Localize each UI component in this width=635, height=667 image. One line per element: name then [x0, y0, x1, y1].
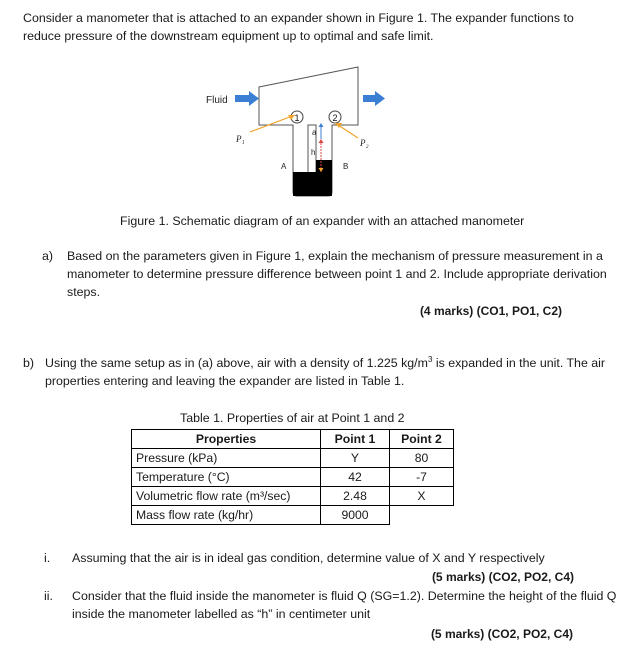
- table-row: [132, 468, 454, 487]
- table-cell: 2.48: [321, 487, 390, 506]
- expander-diagram: [195, 60, 425, 210]
- h-label: h: [311, 148, 316, 157]
- table-row: [132, 449, 454, 468]
- outlet-arrow-icon: [363, 91, 385, 106]
- p1-label: P₁: [236, 134, 245, 144]
- point-2-label: 2: [332, 113, 338, 123]
- inlet-arrow-icon: [235, 91, 259, 106]
- a-label: a: [312, 128, 317, 137]
- table-cell: X: [390, 487, 454, 506]
- p2-label: P₂: [360, 138, 369, 148]
- fluid-label: Fluid: [206, 95, 228, 106]
- point-1-label: 1: [294, 113, 300, 123]
- intro-paragraph: Consider a manometer that is attached to an expander shown in Figure 1. The expander functions to reduce pressure of the downstream equipment up to optimal and safe limit.: [23, 11, 574, 43]
- properties-table: [131, 429, 454, 525]
- question-ii-text: Consider that the fluid inside the manometer is fluid Q (SG=1.2). Determine the height of the fluid Q inside the manometer labelled as “h” in centimeter unit: [72, 589, 617, 621]
- question-a-label: a): [42, 249, 54, 263]
- table-cell: Temperature (°C): [132, 468, 321, 487]
- table-cell: 42: [321, 468, 390, 487]
- header-point1: Point 1: [321, 430, 390, 449]
- expander-figure: [195, 60, 425, 210]
- question-b-sup: 3: [427, 354, 433, 364]
- table-caption: Table 1. Properties of air at Point 1 and 2: [180, 411, 405, 425]
- table-cell: Mass flow rate (kg/hr): [132, 506, 321, 525]
- question-b-text-part1: Using the same setup as in (a) above, air with a density of 1.225 kg/m: [45, 356, 428, 370]
- table-cell: Pressure (kPa): [132, 449, 321, 468]
- header-properties: Properties: [132, 430, 321, 449]
- table-cell-empty: [390, 506, 454, 525]
- question-ii-label: ii.: [44, 589, 53, 603]
- a-point-label: A: [281, 162, 287, 171]
- question-a-text: Based on the parameters given in Figure 1, explain the mechanism of pressure measurement in a manometer to determine pressure difference between point 1 and 2. Include appropriate derivation steps.: [67, 249, 607, 299]
- b-point-label: B: [343, 162, 349, 171]
- question-ii-marks: (5 marks) (CO2, PO2, C4): [430, 627, 573, 641]
- question-b-text: [45, 354, 615, 390]
- table-cell: -7: [390, 468, 454, 487]
- table-header-row: [132, 430, 454, 449]
- table-cell: 80: [390, 449, 454, 468]
- question-i-marks: (5 marks) (CO2, PO2, C4): [431, 570, 574, 584]
- question-i-label: i.: [44, 551, 51, 565]
- table-row: [132, 506, 454, 525]
- table-row: [132, 487, 454, 506]
- question-b-text-part2: is expanded in the unit. The air properties entering and leaving the expander are listed in Table 1.: [45, 356, 606, 388]
- question-i-text: Assuming that the air is in ideal gas condition, determine value of X and Y respectively: [72, 551, 545, 565]
- question-b-label: b): [23, 356, 35, 370]
- table-cell: 9000: [321, 506, 390, 525]
- table-cell: Volumetric flow rate (m³/sec): [132, 487, 321, 506]
- figure-caption: Figure 1. Schematic diagram of an expander with an attached manometer: [120, 214, 525, 228]
- header-point2: Point 2: [390, 430, 454, 449]
- question-a-marks: (4 marks) (CO1, PO1, C2): [419, 304, 562, 318]
- table-cell: Y: [321, 449, 390, 468]
